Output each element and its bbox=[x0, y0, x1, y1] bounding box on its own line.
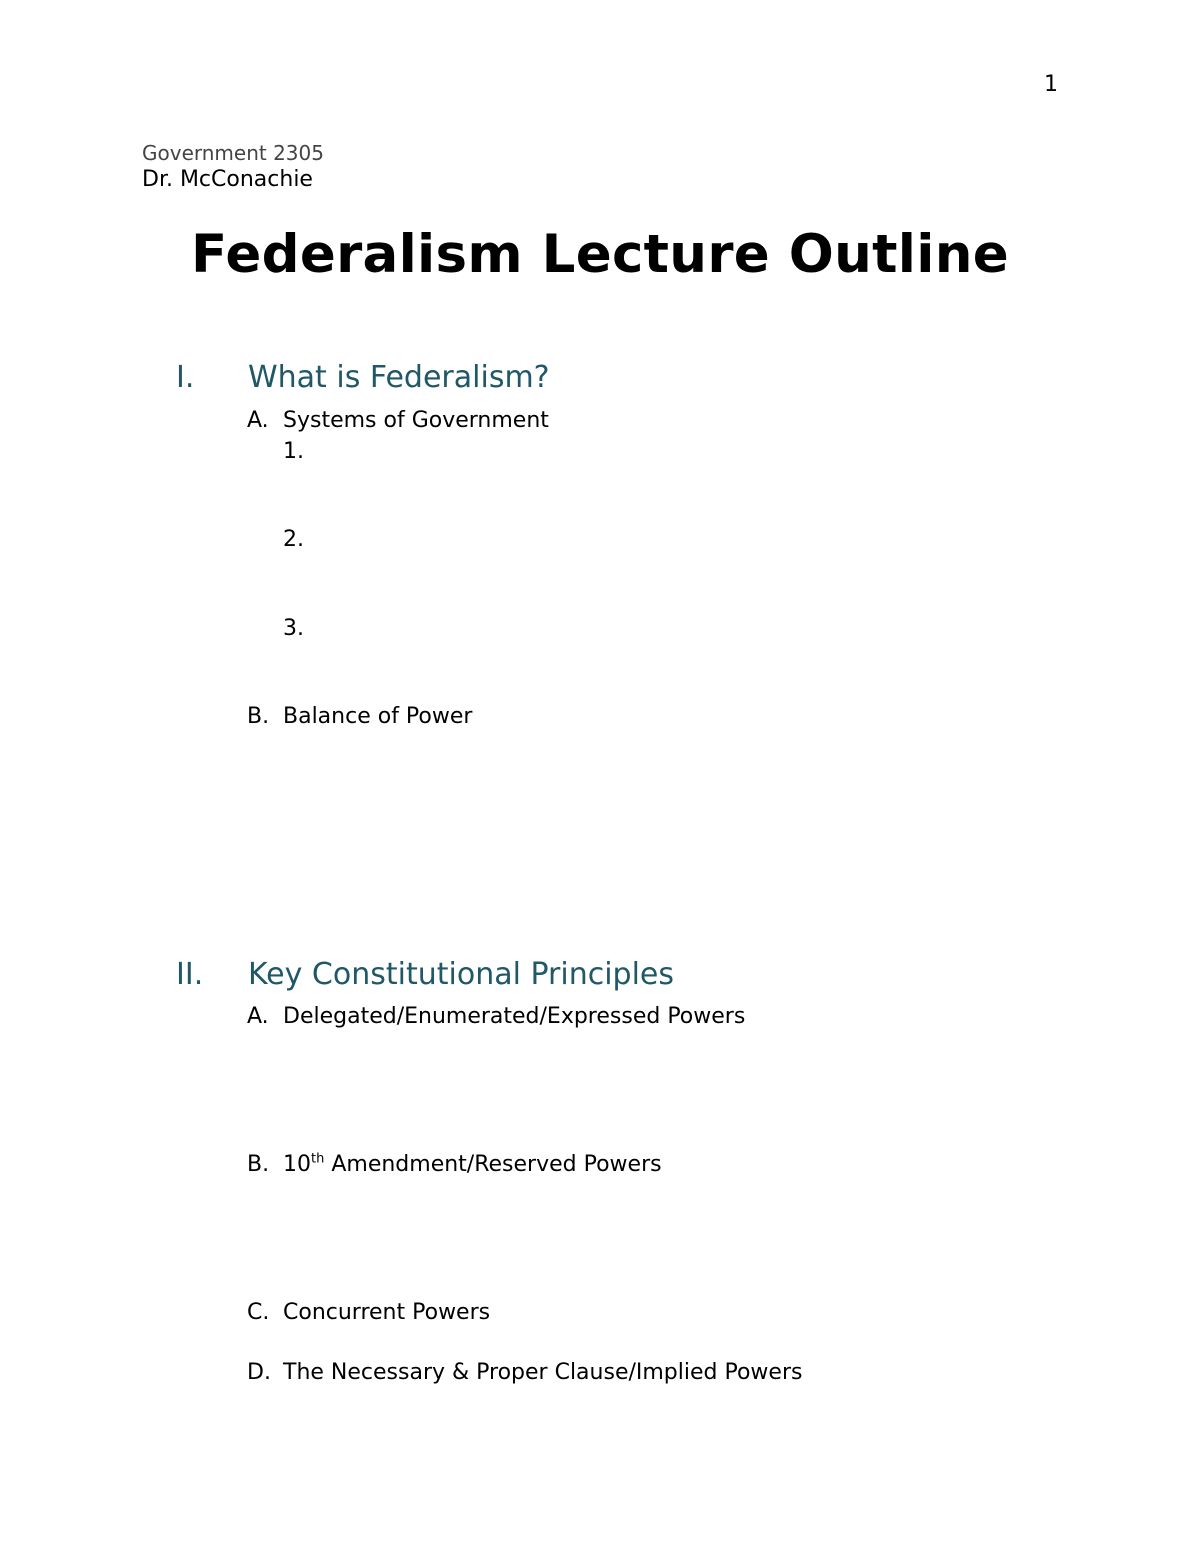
instructor-name: Dr. McConachie bbox=[142, 167, 313, 192]
amendment-text: Amendment/Reserved Powers bbox=[324, 1152, 662, 1177]
section-1-numeral: I. bbox=[176, 360, 195, 395]
section-1-title: What is Federalism? bbox=[248, 360, 550, 395]
section-1-item-a-text: Systems of Government bbox=[283, 408, 549, 433]
amendment-number: 10 bbox=[283, 1152, 311, 1177]
section-1-item-a-letter: A. bbox=[247, 408, 269, 433]
section-2-item-b-letter: B. bbox=[247, 1152, 270, 1177]
numbered-item-3: 3. bbox=[283, 616, 304, 641]
section-2-item-c-letter: C. bbox=[247, 1300, 270, 1325]
course-name: Government 2305 bbox=[142, 141, 324, 165]
section-2-title: Key Constitutional Principles bbox=[248, 957, 675, 992]
numbered-item-2: 2. bbox=[283, 527, 304, 552]
section-2-item-a-text: Delegated/Enumerated/Expressed Powers bbox=[283, 1004, 746, 1029]
section-1-item-b-letter: B. bbox=[247, 704, 270, 729]
page-number: 1 bbox=[1044, 72, 1058, 97]
section-1-item-b-text: Balance of Power bbox=[283, 704, 473, 729]
section-2-item-b-text bbox=[283, 1152, 662, 1177]
ordinal-suffix: th bbox=[311, 1151, 325, 1167]
section-2-item-c-text: Concurrent Powers bbox=[283, 1300, 491, 1325]
section-2-item-a-letter: A. bbox=[247, 1004, 269, 1029]
document-title: Federalism Lecture Outline bbox=[190, 224, 1010, 285]
section-2-numeral: II. bbox=[176, 957, 204, 992]
section-2-item-d-letter: D. bbox=[247, 1360, 271, 1385]
section-2-item-d-text: The Necessary & Proper Clause/Implied Powers bbox=[283, 1360, 803, 1385]
numbered-item-1: 1. bbox=[283, 439, 304, 464]
